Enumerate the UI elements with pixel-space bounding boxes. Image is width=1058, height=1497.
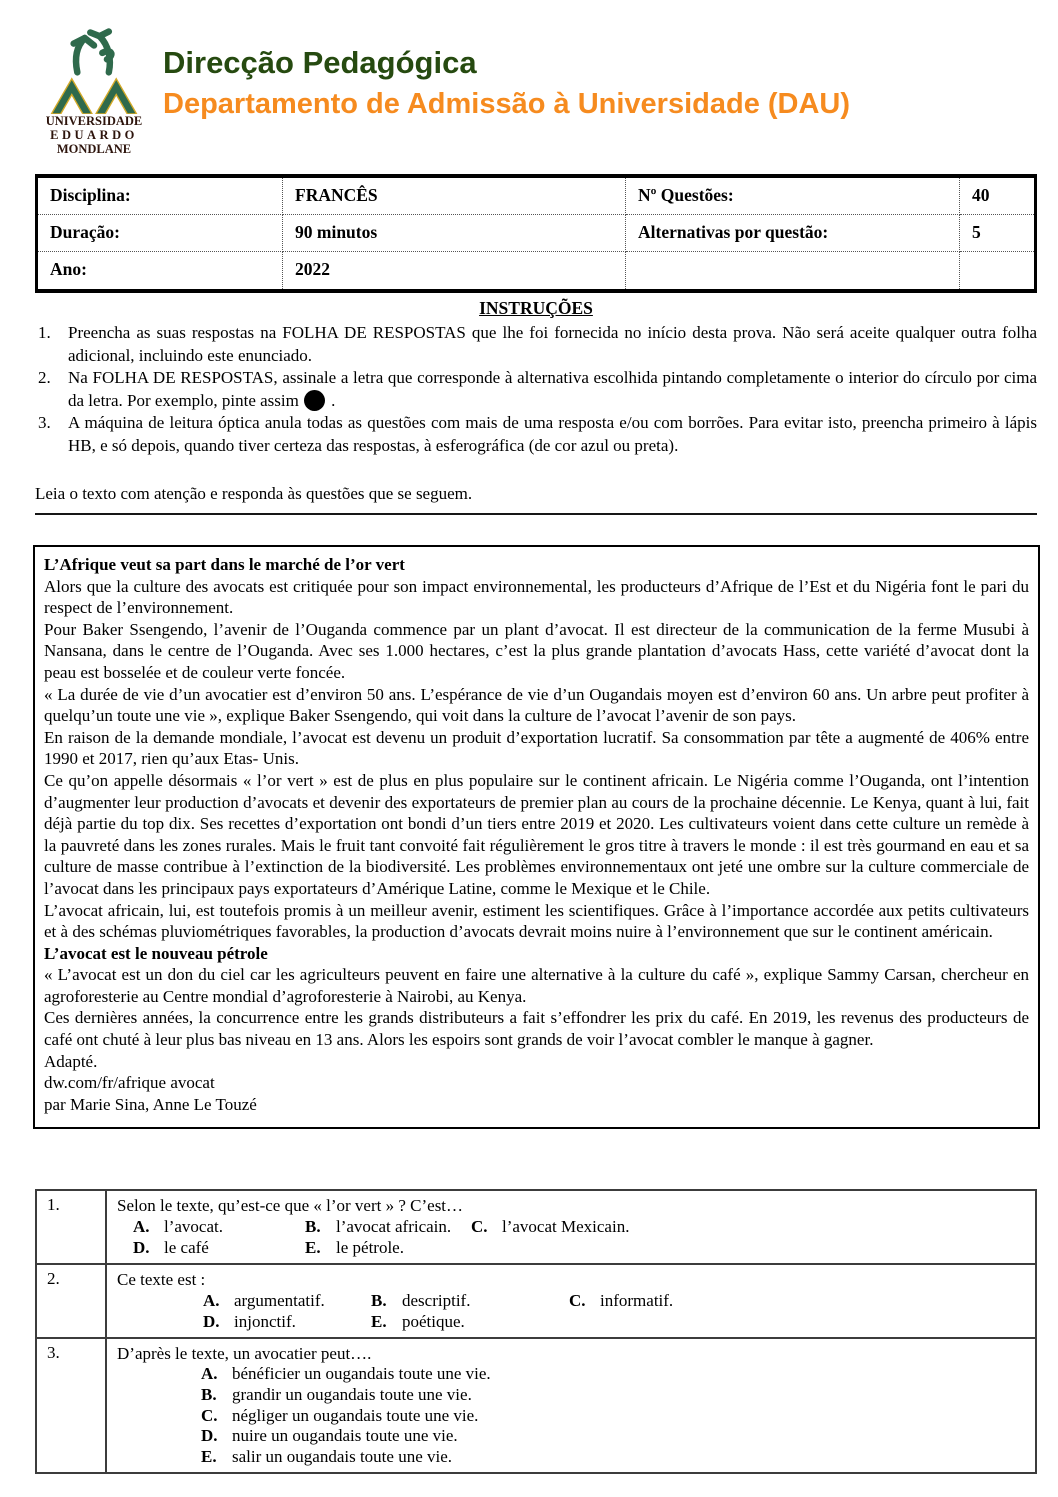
info-value-alternativas: 5	[960, 215, 1034, 252]
article-paragraph: Alors que la culture des avocats est critiquée pour son impact environnemental, les producteurs d’Afrique de l’Est et du Nigéria font le pari du respect de l’environnement.	[44, 576, 1029, 618]
option-letter: C.	[471, 1217, 488, 1237]
option-letter: D.	[201, 1426, 218, 1446]
instruction-text-part: Na FOLHA DE RESPOSTAS, assinale a letra que corresponde à alternativa escolhida pintando completamente o interior do círculo por cima da letra. Por exemplo, pinte assim	[68, 368, 1037, 410]
instruction-text-part: .	[326, 390, 336, 410]
option-letter: D.	[133, 1238, 150, 1258]
instruction-text	[68, 367, 1037, 412]
option-letter: E.	[305, 1238, 321, 1258]
option-letter: E.	[201, 1446, 217, 1466]
article-credit-line: dw.com/fr/afrique avocat	[44, 1073, 215, 1093]
question-body	[107, 1339, 1035, 1472]
option-text: l’avocat africain.	[336, 1217, 452, 1237]
direccao-pedagogica-title: Direcção Pedagógica	[163, 45, 477, 80]
question-stem: Selon le texte, qu’est-ce que « l’or vert » ? C’est…	[117, 1196, 464, 1216]
option-e	[371, 1311, 569, 1332]
article-paragraph: « L’avocat est un don du ciel car les agriculteurs peuvent en faire une alternative à la culture du café », explique Sammy Carsan, chercheur en agroforesterie au Centre mondial d’agroforesterie à Nairobi, au Kenya.	[44, 965, 1029, 1006]
option-a	[201, 1364, 1027, 1385]
option-letter: A.	[133, 1217, 150, 1237]
option-text: argumentatif.	[234, 1291, 325, 1311]
option-text: le pétrole.	[336, 1238, 404, 1258]
article-paragraph: Ces dernières années, la concurrence entre les grands distributeurs a fait s’effondrer les prix du café. En 2019, les revenus des producteurs de café ont chuté à leur plus bas niveau en 13 ans. Alors les espoirs sont grands de voir l’avocat combler le manque à gagner.	[44, 1008, 1029, 1050]
option-text: nuire un ougandais toute une vie.	[232, 1426, 458, 1446]
option-a	[133, 1216, 305, 1237]
article-paragraph: « La durée de vie d’un avocatier est d’environ 50 ans. L’espérance de vie d’un Ougandais moyen est d’environ 60 ans. Un arbre peut profiter à quelqu’un toute une vie », explique Baker Ssengendo, qui voit dans la culture de l’avocat l’avenir de son pays.	[44, 684, 1029, 726]
question-row-2	[37, 1265, 1035, 1339]
article-paragraph: Pour Baker Ssengendo, l’avenir de l’Ouganda commence par un plant d’avocat. Il est directeur de la communication de la ferme Musubi à Nansana, dans le centre de l’Ouganda. Avec ses 1.000 hectares, c’est la plus grande plantation d’avocats Hass, cette variété d’avocat dont la peau est bosselée et de couleur verte foncée.	[44, 619, 1029, 682]
info-value-duracao: 90 minutos	[283, 215, 626, 252]
reading-text-box	[33, 545, 1040, 1129]
question-row-3	[37, 1339, 1035, 1472]
article-title: L’Afrique veut sa part dans le marché de l’or vert	[44, 555, 405, 574]
info-label-num-questoes: Nº Questões:	[626, 178, 960, 215]
instruction-item-2	[35, 367, 1037, 412]
option-letter: C.	[569, 1291, 586, 1311]
option-letter: B.	[201, 1385, 217, 1405]
option-letter: A.	[203, 1291, 220, 1311]
info-empty-cell	[960, 252, 1034, 289]
option-text: bénéficier un ougandais toute une vie.	[232, 1364, 491, 1384]
option-b	[371, 1290, 569, 1311]
question-stem: Ce texte est :	[117, 1270, 206, 1290]
question-row-1	[37, 1191, 1035, 1265]
article-paragraph: En raison de la demande mondiale, l’avocat est devenu un produit d’exportation lucratif. Sa consommation par tête a augmenté de 406% entre 1990 et 2017, rien qu’aux Etas- Unis.	[44, 727, 1029, 769]
question-options	[133, 1216, 1027, 1258]
question-number: 2.	[37, 1265, 107, 1337]
instruction-number: 1.	[38, 323, 51, 342]
questions-table	[35, 1189, 1037, 1474]
uem-emblem-icon	[44, 26, 144, 114]
question-options	[201, 1364, 1027, 1467]
info-label-duracao: Duração:	[38, 215, 283, 252]
filled-circle-example-icon	[304, 390, 325, 411]
option-d	[133, 1237, 305, 1258]
option-e	[305, 1237, 471, 1258]
option-a	[203, 1290, 371, 1311]
option-c	[569, 1290, 1027, 1311]
info-value-num-questoes: 40	[960, 178, 1034, 215]
option-text: négliger un ougandais toute une vie.	[232, 1405, 479, 1425]
article-credit-line: Adapté.	[44, 1051, 98, 1071]
info-empty-cell	[626, 252, 960, 289]
header	[35, 26, 1037, 164]
option-b	[201, 1385, 1027, 1406]
option-letter: C.	[201, 1405, 218, 1425]
option-text: injonctif.	[234, 1312, 296, 1332]
article-paragraph: L’avocat africain, lui, est toutefois promis à un meilleur avenir, estiment les scientifiques. Grâce à l’importance accordée aux petits cultivateurs et à des schémas pluviométriques favorables, la production d’avocats devrait moins nuire à l’environnement que sur le continent américain.	[44, 900, 1029, 942]
university-name-line: EDUARDO	[50, 128, 138, 142]
option-d	[201, 1426, 1027, 1447]
option-text: salir un ougandais toute une vie.	[232, 1446, 453, 1466]
option-text: le café	[164, 1238, 209, 1258]
university-logo-block	[35, 26, 153, 156]
option-c	[201, 1406, 1027, 1427]
info-value-disciplina: FRANCÊS	[283, 178, 626, 215]
question-number: 1.	[37, 1191, 107, 1263]
option-text: grandir un ougandais toute une vie.	[232, 1385, 472, 1405]
option-text: informatif.	[600, 1291, 674, 1311]
option-text: l’avocat Mexicain.	[502, 1217, 630, 1237]
option-letter: E.	[371, 1312, 387, 1332]
info-value-ano: 2022	[283, 252, 626, 289]
question-number: 3.	[37, 1339, 107, 1472]
info-label-alternativas: Alternativas por questão:	[626, 215, 960, 252]
option-text: poétique.	[402, 1312, 465, 1332]
instruction-number: 3.	[38, 413, 51, 432]
university-name	[35, 114, 153, 156]
question-stem: D’après le texte, un avocatier peut….	[117, 1344, 372, 1364]
info-label-ano: Ano:	[38, 252, 283, 289]
info-label-disciplina: Disciplina:	[38, 178, 283, 215]
article-paragraph: Ce qu’on appelle désormais « l’or vert » est de plus en plus populaire sur le continent africain. Le Nigéria comme l’Ouganda, ont l’intention d’augmenter leur production d’avocats et devenir des exportateurs de premier plan au cours de la prochaine décennie. Le Kenya, quant à lui, fait déjà partie du top dix. Ses recettes d’exportation ont bondi d’un tiers entre 2019 et 2020. Les cultivateurs voient dans cette culture un remède à la pauvreté dans les zones rurales. Mais le fruit tant convoité fait régulièrement le gros titre à travers le monde : il est très gourmand en eau et sa culture de masse contribue à l’extinction de la biodiversité. Les problèmes environnementaux ont jeté une ombre sur la culture commerciale de l’avocat dans les principaux pays exportateurs d’Amérique Latine, comme le Mexique et le Chile.	[44, 770, 1029, 898]
reading-lead-sentence: Leia o texto com atenção e responda às questões que se seguem.	[35, 484, 473, 503]
university-name-line: MONDLANE	[56, 142, 132, 156]
question-body	[107, 1265, 1035, 1337]
exam-info-table	[35, 174, 1037, 293]
instruction-text: A máquina de leitura óptica anula todas as questões com mais de uma resposta e/ou com borrões. Para evitar isto, preencha primeiro à lápis HB, e só depois, quando tiver certeza das respostas, à esferográfica (de cor azul ou preta).	[68, 413, 1037, 455]
instruction-number: 2.	[38, 368, 51, 387]
article-credit-line: par Marie Sina, Anne Le Touzé	[44, 1094, 257, 1114]
instruction-item-3	[35, 412, 1037, 457]
option-text: descriptif.	[402, 1291, 471, 1311]
question-body	[107, 1191, 1035, 1263]
section-divider-rule	[35, 513, 1037, 515]
dau-department-title: Departamento de Admissão à Universidade (DAU)	[163, 87, 851, 120]
option-letter: A.	[201, 1364, 218, 1384]
option-e	[201, 1447, 1027, 1468]
instruction-text: Preencha as suas respostas na FOLHA DE RESPOSTAS que lhe foi fornecida no início desta prova. Não será aceite qualquer outra folha adicional, incluindo este enunciado.	[68, 323, 1037, 365]
instructions-title: INSTRUÇÕES	[479, 298, 593, 318]
option-letter: B.	[305, 1217, 321, 1237]
option-c	[471, 1216, 1027, 1237]
question-options	[203, 1290, 1027, 1332]
article-subtitle: L’avocat est le nouveau pétrole	[44, 943, 268, 963]
option-letter: B.	[371, 1291, 387, 1311]
header-titles	[153, 26, 850, 121]
option-b	[305, 1216, 471, 1237]
option-d	[203, 1311, 371, 1332]
option-letter: D.	[203, 1312, 220, 1332]
option-text: l’avocat.	[164, 1217, 223, 1237]
instruction-item-1	[35, 322, 1037, 367]
university-name-line: UNIVERSIDADE	[45, 114, 143, 128]
